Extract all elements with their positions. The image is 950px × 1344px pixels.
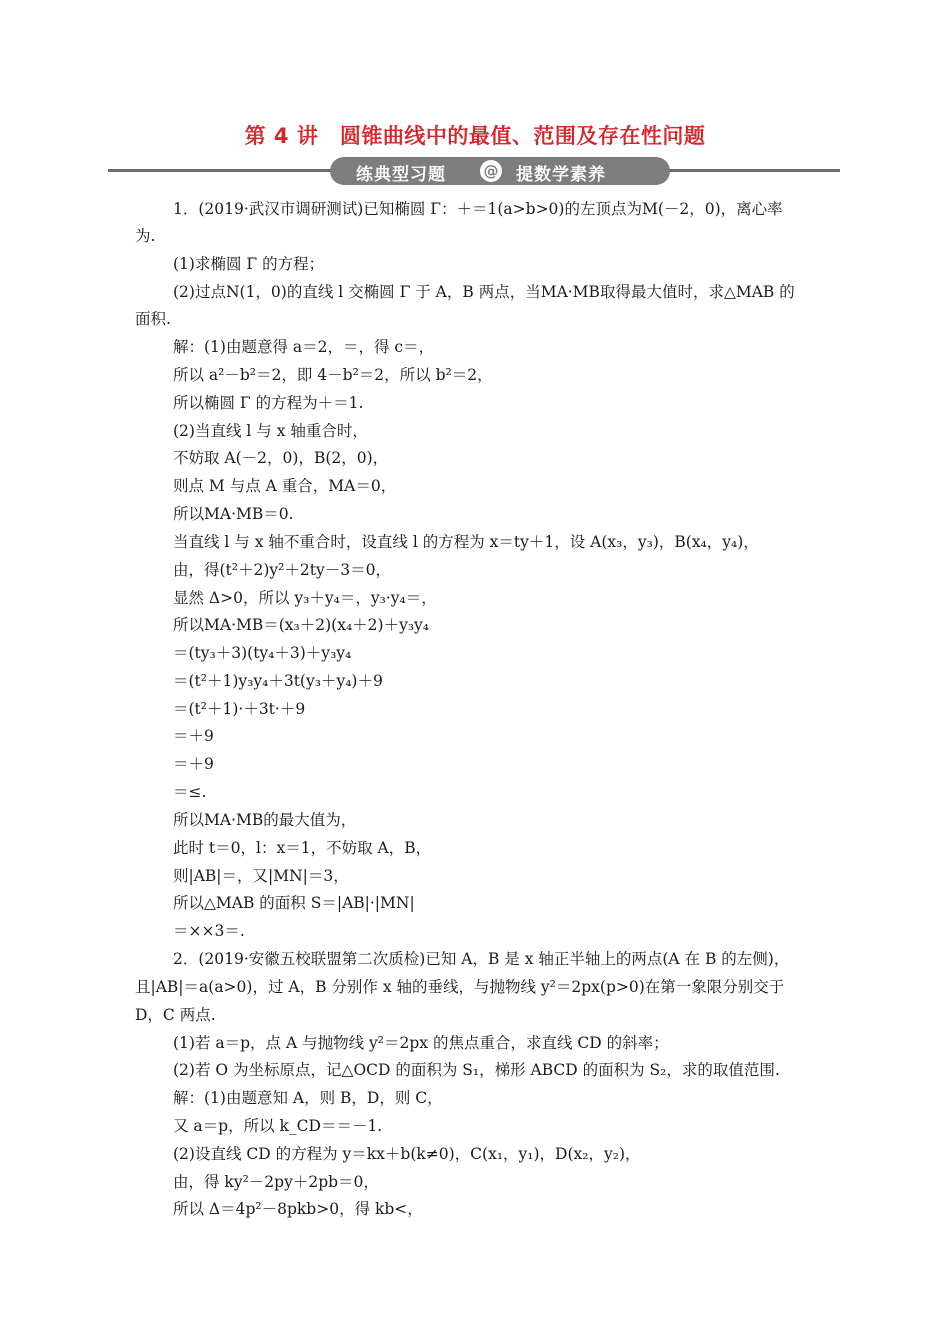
text-line: (2)过点N(1，0)的直线 l 交椭圆 Γ 于 A，B 两点，当MA·MB取得最大值时，求△MAB 的 (173, 283, 795, 301)
text-line: 又 a＝p，所以 k_CD＝＝－1. (173, 1117, 383, 1135)
text-line: ＝＋9 (173, 727, 214, 745)
text-line: 所以MA·MB＝0. (173, 505, 294, 523)
text-line: ＝(ty₃＋3)(ty₄＋3)＋y₃y₄ (173, 644, 352, 662)
text-line: 当直线 l 与 x 轴不重合时，设直线 l 的方程为 x＝ty＋1，设 A(x₃，y₃)，B(x₄，y₄)， (173, 533, 759, 551)
text-line: 显然 Δ>0，所以 y₃＋y₄＝，y₃·y₄＝， (173, 589, 437, 607)
text-line: (1)求椭圆 Γ 的方程； (173, 255, 325, 273)
text-line: 此时 t＝0，l：x＝1，不妨取 A，B， (173, 839, 432, 857)
text-line: 所以MA·MB＝(x₃＋2)(x₄＋2)＋y₃y₄ (173, 616, 430, 634)
text-line: 解：(1)由题意得 a＝2，＝，得 c＝， (173, 338, 435, 356)
text-line: ＝＋9 (173, 755, 214, 773)
text-line: 面积. (135, 310, 171, 328)
text-line: 所以MA·MB的最大值为， (173, 811, 357, 829)
page-title: 第 4 讲 圆锥曲线中的最值、范围及存在性问题 (244, 124, 706, 148)
text-line: 2．(2019·安徽五校联盟第二次质检)已知 A，B 是 x 轴正半轴上的两点(A 在 B 的左侧)， (173, 950, 790, 968)
banner-left-text: 练典型习题 (356, 165, 446, 185)
text-line: 为. (135, 227, 156, 245)
text-line: 由，得 ky²－2py＋2pb＝0， (173, 1173, 379, 1191)
text-line: (2)设直线 CD 的方程为 y＝kx＋b(k≠0)，C(x₁，y₁)，D(x₂，y₂)， (173, 1145, 641, 1163)
text-line: 则|AB|＝，又|MN|＝3， (173, 867, 349, 885)
text-line: 1．(2019·武汉市调研测试)已知椭圆 Γ：＋＝1(a>b>0)的左顶点为M(－2，0)，离心率 (173, 200, 783, 218)
text-line: 由，得(t²＋2)y²＋2ty－3＝0， (173, 561, 391, 579)
text-line: (1)若 a＝p，点 A 与抛物线 y²＝2px 的焦点重合，求直线 CD 的斜率； (173, 1034, 669, 1052)
banner-pill (330, 157, 670, 185)
text-line: 且|AB|＝a(a>0)，过 A，B 分别作 x 轴的垂线，与抛物线 y²＝2px(p>0)在第一象限分别交于 (135, 978, 785, 996)
text-line: 所以 Δ＝4p²－8pkb>0，得 kb<， (173, 1200, 423, 1218)
banner-right-text: 提数学素养 (516, 165, 606, 185)
text-line: (2)当直线 l 与 x 轴重合时， (173, 422, 368, 440)
text-line: 解：(1)由题意知 A，则 B，D，则 C， (173, 1089, 443, 1107)
text-line: (2)若 O 为坐标原点，记△OCD 的面积为 S₁，梯形 ABCD 的面积为 S₂，求的取值范围. (173, 1061, 780, 1079)
text-line: 所以椭圆 Γ 的方程为＋＝1. (173, 394, 364, 412)
text-line: ＝(t²＋1)y₃y₄＋3t(y₃＋y₄)＋9 (173, 672, 383, 690)
text-line: D，C 两点. (135, 1006, 216, 1024)
text-line: ＝≤. (173, 783, 207, 801)
text-line: 不妨取 A(－2，0)，B(2，0)， (173, 449, 389, 467)
text-line: 所以 a²－b²＝2，即 4－b²＝2，所以 b²＝2， (173, 366, 493, 384)
section-banner (108, 157, 840, 185)
text-line: 所以△MAB 的面积 S＝|AB|·|MN| (173, 894, 415, 912)
banner-at-icon: @ (480, 160, 502, 182)
text-line: ＝(t²＋1)·＋3t·＋9 (173, 700, 306, 718)
text-line: ＝××3＝. (173, 922, 245, 940)
text-line: 则点 M 与点 A 重合，MA＝0， (173, 477, 397, 495)
